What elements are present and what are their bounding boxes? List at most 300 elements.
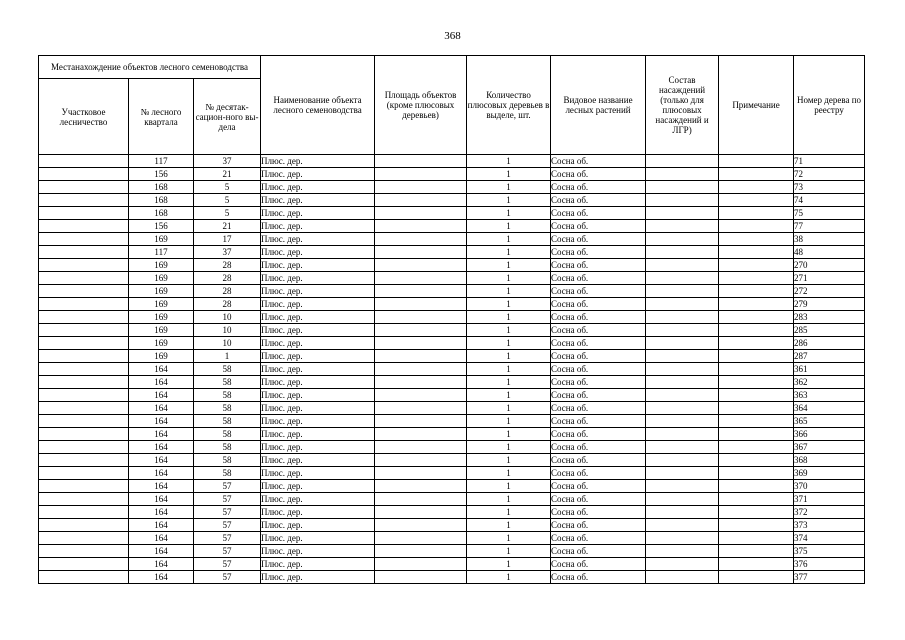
cell-allotment: 10 [194,324,261,337]
cell-note [719,298,794,311]
cell-registry: 77 [794,220,865,233]
cell-count: 1 [467,337,551,350]
header-quarter: № лесного квартала [129,79,194,155]
cell-area [375,506,467,519]
cell-note [719,155,794,168]
cell-species: Сосна об. [551,402,646,415]
cell-area [375,285,467,298]
table-row [39,558,865,571]
cell-species: Сосна об. [551,246,646,259]
cell-object-name: Плюс. дер. [261,389,375,402]
cell-area [375,168,467,181]
cell-species: Сосна об. [551,311,646,324]
cell-species: Сосна об. [551,194,646,207]
cell-forestry [39,428,129,441]
cell-count: 1 [467,259,551,272]
cell-forestry [39,493,129,506]
table-row [39,350,865,363]
cell-allotment: 28 [194,298,261,311]
table-row [39,272,865,285]
cell-allotment: 57 [194,558,261,571]
cell-note [719,441,794,454]
cell-forestry [39,441,129,454]
cell-species: Сосна об. [551,389,646,402]
cell-composition [646,428,719,441]
cell-note [719,376,794,389]
cell-allotment: 10 [194,337,261,350]
cell-object-name: Плюс. дер. [261,454,375,467]
cell-area [375,233,467,246]
cell-species: Сосна об. [551,168,646,181]
cell-object-name: Плюс. дер. [261,532,375,545]
cell-count: 1 [467,389,551,402]
cell-area [375,441,467,454]
cell-composition [646,259,719,272]
cell-count: 1 [467,415,551,428]
cell-composition [646,155,719,168]
cell-allotment: 58 [194,428,261,441]
cell-registry: 365 [794,415,865,428]
cell-area [375,389,467,402]
cell-composition [646,545,719,558]
cell-composition [646,324,719,337]
cell-composition [646,363,719,376]
cell-quarter: 169 [129,337,194,350]
cell-registry: 375 [794,545,865,558]
cell-forestry [39,311,129,324]
cell-quarter: 164 [129,493,194,506]
cell-composition [646,532,719,545]
table-header [39,56,865,155]
cell-allotment: 57 [194,545,261,558]
cell-area [375,363,467,376]
cell-count: 1 [467,298,551,311]
cell-forestry [39,181,129,194]
cell-quarter: 117 [129,246,194,259]
cell-object-name: Плюс. дер. [261,350,375,363]
cell-allotment: 28 [194,272,261,285]
cell-object-name: Плюс. дер. [261,376,375,389]
table-row [39,532,865,545]
cell-note [719,311,794,324]
cell-forestry [39,220,129,233]
cell-count: 1 [467,519,551,532]
table-row [39,376,865,389]
table-row [39,454,865,467]
table-row [39,181,865,194]
cell-allotment: 37 [194,155,261,168]
cell-species: Сосна об. [551,337,646,350]
cell-composition [646,220,719,233]
cell-object-name: Плюс. дер. [261,480,375,493]
cell-forestry [39,207,129,220]
cell-count: 1 [467,350,551,363]
cell-registry: 376 [794,558,865,571]
table-row [39,311,865,324]
cell-note [719,194,794,207]
cell-object-name: Плюс. дер. [261,207,375,220]
cell-composition [646,441,719,454]
cell-registry: 364 [794,402,865,415]
table-row [39,337,865,350]
cell-composition [646,207,719,220]
cell-allotment: 58 [194,376,261,389]
header-count: Количество плюсовых деревьев в выделе, шт. [467,56,551,155]
cell-area [375,207,467,220]
cell-allotment: 58 [194,415,261,428]
cell-note [719,506,794,519]
table-row [39,155,865,168]
cell-note [719,545,794,558]
cell-registry: 371 [794,493,865,506]
cell-quarter: 169 [129,259,194,272]
cell-registry: 283 [794,311,865,324]
cell-area [375,493,467,506]
cell-allotment: 58 [194,402,261,415]
cell-object-name: Плюс. дер. [261,285,375,298]
cell-species: Сосна об. [551,454,646,467]
cell-forestry [39,506,129,519]
cell-registry: 279 [794,298,865,311]
cell-registry: 272 [794,285,865,298]
cell-object-name: Плюс. дер. [261,246,375,259]
cell-registry: 362 [794,376,865,389]
cell-forestry [39,363,129,376]
header-allotment: № десятак-сацион-ного вы-дела [194,79,261,155]
cell-quarter: 168 [129,207,194,220]
cell-area [375,350,467,363]
cell-species: Сосна об. [551,467,646,480]
cell-count: 1 [467,285,551,298]
cell-forestry [39,571,129,584]
cell-note [719,207,794,220]
cell-species: Сосна об. [551,298,646,311]
cell-registry: 377 [794,571,865,584]
cell-area [375,571,467,584]
cell-area [375,454,467,467]
cell-count: 1 [467,246,551,259]
cell-quarter: 164 [129,441,194,454]
cell-registry: 72 [794,168,865,181]
cell-count: 1 [467,207,551,220]
cell-forestry [39,389,129,402]
cell-forestry [39,272,129,285]
cell-note [719,389,794,402]
cell-registry: 73 [794,181,865,194]
cell-area [375,181,467,194]
cell-area [375,220,467,233]
cell-quarter: 117 [129,155,194,168]
cell-quarter: 164 [129,402,194,415]
cell-count: 1 [467,571,551,584]
cell-object-name: Плюс. дер. [261,506,375,519]
cell-object-name: Плюс. дер. [261,441,375,454]
table-row [39,415,865,428]
cell-quarter: 164 [129,545,194,558]
cell-composition [646,480,719,493]
cell-composition [646,467,719,480]
cell-count: 1 [467,363,551,376]
cell-area [375,376,467,389]
cell-registry: 74 [794,194,865,207]
table-row [39,441,865,454]
cell-note [719,168,794,181]
cell-composition [646,272,719,285]
cell-count: 1 [467,194,551,207]
cell-quarter: 164 [129,480,194,493]
cell-composition [646,415,719,428]
cell-registry: 369 [794,467,865,480]
cell-composition [646,246,719,259]
cell-area [375,467,467,480]
cell-note [719,220,794,233]
cell-area [375,246,467,259]
cell-allotment: 5 [194,194,261,207]
table-row [39,168,865,181]
table-row [39,246,865,259]
cell-forestry [39,519,129,532]
cell-note [719,467,794,480]
table-row [39,506,865,519]
cell-forestry [39,246,129,259]
cell-composition [646,506,719,519]
header-forestry: Участковое лесничество [39,79,129,155]
cell-forestry [39,194,129,207]
cell-count: 1 [467,233,551,246]
cell-quarter: 169 [129,350,194,363]
cell-species: Сосна об. [551,155,646,168]
cell-registry: 366 [794,428,865,441]
cell-composition [646,168,719,181]
cell-species: Сосна об. [551,233,646,246]
cell-registry: 287 [794,350,865,363]
cell-note [719,181,794,194]
cell-quarter: 169 [129,272,194,285]
cell-allotment: 58 [194,441,261,454]
cell-object-name: Плюс. дер. [261,324,375,337]
cell-species: Сосна об. [551,376,646,389]
cell-species: Сосна об. [551,441,646,454]
cell-species: Сосна об. [551,558,646,571]
cell-note [719,402,794,415]
cell-forestry [39,324,129,337]
cell-forestry [39,558,129,571]
cell-object-name: Плюс. дер. [261,220,375,233]
cell-note [719,415,794,428]
cell-quarter: 164 [129,389,194,402]
cell-allotment: 57 [194,519,261,532]
cell-area [375,311,467,324]
cell-registry: 368 [794,454,865,467]
cell-allotment: 21 [194,168,261,181]
cell-forestry [39,532,129,545]
cell-forestry [39,168,129,181]
cell-area [375,480,467,493]
cell-forestry [39,454,129,467]
cell-species: Сосна об. [551,363,646,376]
cell-count: 1 [467,272,551,285]
cell-note [719,480,794,493]
cell-registry: 370 [794,480,865,493]
cell-note [719,246,794,259]
cell-forestry [39,350,129,363]
registry-table [38,55,865,584]
header-composition: Состав насаждений (только для плюсовых насаждений и ЛГР) [646,56,719,155]
cell-registry: 286 [794,337,865,350]
cell-area [375,272,467,285]
cell-composition [646,194,719,207]
cell-note [719,571,794,584]
cell-object-name: Плюс. дер. [261,194,375,207]
cell-species: Сосна об. [551,324,646,337]
cell-quarter: 164 [129,376,194,389]
cell-allotment: 57 [194,532,261,545]
cell-quarter: 169 [129,324,194,337]
cell-note [719,285,794,298]
cell-count: 1 [467,558,551,571]
cell-object-name: Плюс. дер. [261,298,375,311]
cell-area [375,415,467,428]
table-row [39,363,865,376]
cell-quarter: 169 [129,285,194,298]
cell-species: Сосна об. [551,532,646,545]
cell-allotment: 5 [194,207,261,220]
cell-composition [646,558,719,571]
cell-note [719,519,794,532]
table-row [39,324,865,337]
cell-quarter: 164 [129,532,194,545]
table-row [39,428,865,441]
cell-object-name: Плюс. дер. [261,558,375,571]
cell-registry: 271 [794,272,865,285]
cell-species: Сосна об. [551,506,646,519]
header-area: Площадь объектов (кроме плюсовых деревьев) [375,56,467,155]
header-registry: Номер дерева по реестру [794,56,865,155]
table-row [39,298,865,311]
cell-species: Сосна об. [551,350,646,363]
cell-composition [646,519,719,532]
cell-allotment: 21 [194,220,261,233]
cell-quarter: 164 [129,454,194,467]
table-row [39,480,865,493]
cell-forestry [39,467,129,480]
table-row [39,402,865,415]
cell-object-name: Плюс. дер. [261,259,375,272]
cell-quarter: 164 [129,519,194,532]
page-number: 368 [444,30,461,42]
cell-species: Сосна об. [551,259,646,272]
cell-area [375,298,467,311]
cell-note [719,337,794,350]
cell-registry: 285 [794,324,865,337]
cell-area [375,545,467,558]
cell-note [719,272,794,285]
cell-composition [646,454,719,467]
table-body [39,155,865,584]
cell-species: Сосна об. [551,545,646,558]
cell-composition [646,571,719,584]
cell-quarter: 164 [129,571,194,584]
cell-allotment: 37 [194,246,261,259]
cell-object-name: Плюс. дер. [261,402,375,415]
table-row [39,467,865,480]
cell-area [375,428,467,441]
cell-forestry [39,259,129,272]
cell-allotment: 10 [194,311,261,324]
table-row [39,220,865,233]
cell-quarter: 164 [129,428,194,441]
table-row [39,194,865,207]
cell-quarter: 164 [129,363,194,376]
table-row [39,207,865,220]
cell-species: Сосна об. [551,220,646,233]
cell-count: 1 [467,441,551,454]
cell-area [375,155,467,168]
cell-species: Сосна об. [551,480,646,493]
cell-species: Сосна об. [551,207,646,220]
cell-area [375,259,467,272]
table-row [39,285,865,298]
cell-count: 1 [467,376,551,389]
cell-note [719,454,794,467]
cell-registry: 367 [794,441,865,454]
cell-composition [646,402,719,415]
cell-forestry [39,298,129,311]
cell-species: Сосна об. [551,415,646,428]
cell-count: 1 [467,220,551,233]
cell-forestry [39,233,129,246]
cell-allotment: 58 [194,454,261,467]
cell-note [719,324,794,337]
cell-composition [646,298,719,311]
cell-area [375,194,467,207]
cell-quarter: 169 [129,233,194,246]
cell-registry: 48 [794,246,865,259]
table-row [39,545,865,558]
cell-allotment: 58 [194,467,261,480]
cell-note [719,350,794,363]
cell-object-name: Плюс. дер. [261,363,375,376]
cell-composition [646,350,719,363]
cell-composition [646,311,719,324]
cell-object-name: Плюс. дер. [261,181,375,194]
cell-registry: 71 [794,155,865,168]
cell-area [375,324,467,337]
cell-allotment: 57 [194,571,261,584]
cell-quarter: 168 [129,181,194,194]
cell-allotment: 57 [194,480,261,493]
cell-count: 1 [467,506,551,519]
cell-composition [646,337,719,350]
cell-allotment: 58 [194,389,261,402]
cell-count: 1 [467,467,551,480]
cell-count: 1 [467,181,551,194]
cell-area [375,532,467,545]
cell-registry: 75 [794,207,865,220]
cell-count: 1 [467,493,551,506]
cell-object-name: Плюс. дер. [261,272,375,285]
cell-note [719,233,794,246]
cell-object-name: Плюс. дер. [261,571,375,584]
cell-forestry [39,415,129,428]
table-row [39,233,865,246]
cell-composition [646,493,719,506]
cell-species: Сосна об. [551,285,646,298]
cell-count: 1 [467,324,551,337]
cell-object-name: Плюс. дер. [261,519,375,532]
cell-allotment: 57 [194,493,261,506]
header-species: Видовое название лесных растений [551,56,646,155]
